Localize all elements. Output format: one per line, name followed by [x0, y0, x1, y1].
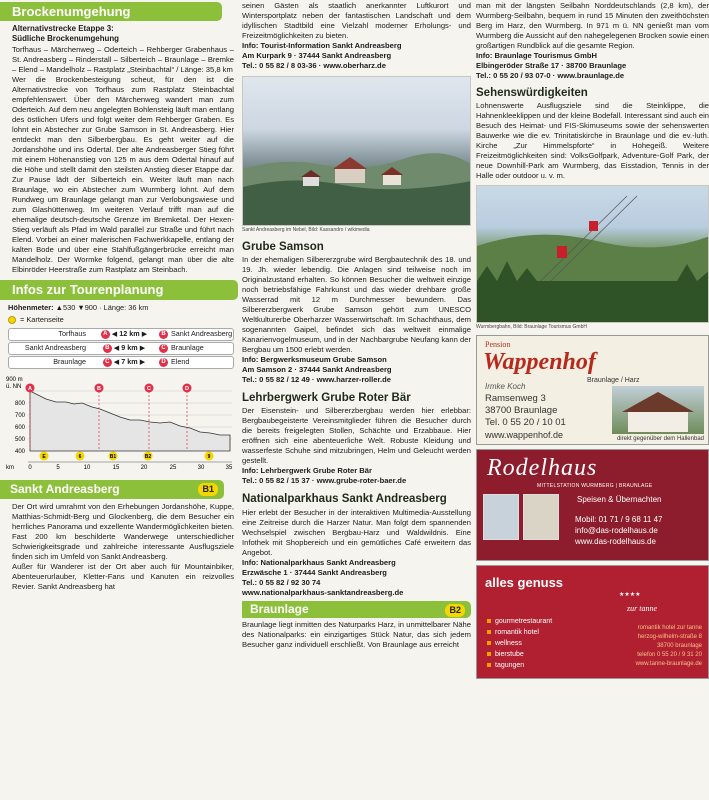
- ad1-pension: Pension: [485, 340, 511, 350]
- marker-label: C: [147, 385, 151, 392]
- route-to: Braunlage: [171, 343, 204, 353]
- braunlage-body: Braunlage liegt inmitten des Naturparks Harz, in unmittelbarer Nähe des Nationalparks: ein einzigartiges Stück Natur, das sich jedem Besucher ganz individuell erschließt. Von Braunlage aus erreicht: [242, 619, 471, 649]
- route-to: Elend: [171, 357, 190, 367]
- route-segment: B ◀ 9 km ▶: [89, 343, 159, 353]
- brocken-section: [0, 24, 238, 275]
- ad3-city: 38700 braunlage: [656, 643, 702, 650]
- profile-unit: ü. NN: [6, 383, 22, 390]
- ad2-mail[interactable]: info@das-rodelhaus.de: [575, 526, 658, 536]
- map-badge: B2: [445, 604, 465, 617]
- roter-body: Der Eisenstein- und Silbererzbergbau werden hier erlebbar: Bergbaubegeisterte Vereinsmitglieder führen die Besucher durch die bereits freigelegten Stollen, Schächte und Erzabbaue. Hier eröffnen sich eine abenteuerliche Welt. Robuste Kleidung und wasserfeste Schuhe sind mitzubringen, Helm und Geleucht werden gestellt.: [242, 406, 471, 466]
- ad3-brand: zur tanne: [627, 604, 657, 614]
- info-line: Info: Nationalparkhaus Sankt Andreasberg: [242, 557, 396, 567]
- ad2-name: Rodelhaus: [487, 455, 598, 482]
- kartenseite-dot-icon: [8, 316, 16, 324]
- heading-nationalparkhaus: Nationalparkhaus Sankt Andreasberg: [242, 493, 447, 506]
- ad-rodelhaus: [476, 449, 709, 561]
- marker-icon: C: [103, 358, 112, 367]
- bullet-icon: [487, 663, 491, 667]
- list-item: gourmetrestaurant: [487, 616, 552, 627]
- marker-icon: B: [159, 330, 168, 339]
- route-to: Sankt Andreasberg: [171, 329, 233, 339]
- x-unit: km: [6, 464, 14, 471]
- house-illustration: [612, 386, 704, 434]
- ad3-tel: telefon 0 55 20 / 9 31 20: [637, 652, 702, 659]
- map-marker-label: E: [42, 453, 46, 460]
- route-row: [8, 328, 234, 341]
- route-segment: A ◀ 12 km ▶: [89, 329, 159, 339]
- marker-icon: A: [101, 330, 110, 339]
- map-marker-label: 6: [78, 453, 82, 460]
- ad1-note: direkt gegenüber dem Hallenbad: [616, 436, 704, 443]
- alt-title: Alternativstrecke Etappe 3:: [12, 24, 114, 33]
- info-line: Info: Lehrbergwerk Grube Roter Bär: [242, 466, 372, 476]
- hoehen-up: ▲530: [55, 303, 76, 313]
- y-tick: 400: [14, 448, 25, 455]
- marker-icon: B: [103, 344, 112, 353]
- route-to-wrap: [159, 357, 233, 367]
- heading-grube-samson: Grube Samson: [242, 240, 324, 253]
- list-item: tagungen: [487, 660, 552, 671]
- ad1-place: Braunlage / Harz: [587, 377, 640, 385]
- ad3-stars-icon: ★★★★: [619, 592, 641, 599]
- marker-icon: C: [159, 344, 168, 353]
- x-tick: 5: [56, 464, 60, 471]
- wurmberg-paragraph: man mit der längsten Seilbahn Norddeutschlands (2,8 km), der Wurmberg-Seilbahn, bequem in rund 15 Minuten den zweithöchsten Berg im Harz, den Wurmberg. In 971 m ü. NN genießt man vom Wurmberg die Aussicht auf den nahegelegenen Brocken sowie einen großartigen Rundblick auf die gesamte Region.: [476, 1, 709, 51]
- alt-subtitle: Südliche Brockenumgehung: [12, 34, 119, 44]
- info-line: Am Samson 2 · 37444 Sankt Andreasberg: [242, 365, 392, 375]
- ad2-food: Speisen & Übernachten: [577, 495, 662, 505]
- ad3-items: [487, 616, 552, 671]
- bullet-icon: [487, 652, 491, 656]
- ad3-street: herzog-wilhelm-straße 8: [637, 634, 702, 641]
- ad3-web[interactable]: www.tanne-braunlage.de: [635, 661, 702, 668]
- route-from: Torfhaus: [58, 329, 86, 339]
- hoehen-down: ▼900: [77, 303, 98, 313]
- route-to-wrap: [159, 329, 233, 339]
- photo-caption: Sankt Andreasberg im Nebel, Bild: Kassandro / wikimedia: [242, 227, 370, 234]
- sa-paragraph: Der Ort wird umrahmt von den Erhebungen Jordanshöhe, Kuppe, Matthias-Schmidt-Berg und Glockenberg, die dem Besucher ein herrliches Panorama und exzellente Wandermöglichkeiten bieten. Fast 200 km beschilderte Wanderwege unterschiedlicher Schwierigkeitsgrade und zahlreiche interessante Ausflugsziele finden sich im Umfeld von Sankt Andreasberg.: [12, 501, 234, 561]
- list-item: wellness: [487, 638, 552, 649]
- route-description: Torfhaus – Märchenweg – Oderteich – Rehberger Grabenhaus – St. Andreasberg – Rinderstall – Silberteich – Braunlage – Bremke – Elend – Mandelholz – Rastplatz „Steinbachtal“ / Länge: 35,8 km: [12, 44, 234, 74]
- info-line: Tel.: 0 55 82 / 15 37 · www.grube-roter-baer.de: [242, 476, 407, 486]
- route-distance: 12 km: [119, 329, 140, 339]
- kartenseite-legend: [0, 313, 238, 327]
- x-tick: 0: [28, 464, 32, 471]
- ad3-hotel: romantik hotel zur tanne: [637, 625, 702, 632]
- ad3-title: alles genuss: [485, 575, 564, 591]
- ad3-contact: [636, 624, 702, 669]
- sehens-body: Lohnenswerte Ausflugsziele sind die Steinklippe, die Hahnenkleeklippen und der kleine Bodefall. Interessant sind auch ein Besuch des Heimat- und FIS-Skimuseums sowie der sehenswerten Bauwerke wie die ev. Trinitatiskirche in Braunlage und die ev.-luth. Kirche „Zur Himmelspforte“ in Hohegeiß. Weitere Freizeitmöglichkeiten sind: VolksGolfpark, Adventure-Golf Park, der neue Downhill-Park am Wurmberg, das Eisstadion, Tennis in der Halle oder outdoor u. v. m.: [476, 101, 709, 181]
- info-line: Info: Tourist-Information Sankt Andreasberg: [242, 41, 402, 51]
- column-right: [476, 0, 709, 800]
- section-title: Sankt Andreasberg: [10, 481, 120, 496]
- ad1-name: Wappenhof: [483, 349, 596, 376]
- y-tick: 700: [14, 412, 25, 419]
- info-line: Tel.: 0 55 20 / 93 07-0 · www.braunlage.de: [476, 71, 625, 81]
- route-from: Sankt Andreasberg: [24, 343, 86, 353]
- route-to-wrap: [159, 343, 233, 353]
- bullet-icon: [487, 619, 491, 623]
- brocken-body: Wer die Brockenbesteigung scheut, für den ist die Alternativstrecke von Torfhaus zum Rastplatz Steinbachtal empfehlenswert. Über den Märchenweg wandert man zum Oderteich. Auf dem neu angelegten Bohlensteig läuft man entlang des östlichen Ufers und folgt weiter dem Rehberger Graben. Es lohnt ein Abstecher zur Grube Samson in St. Andreasberg. Hier entdeckt man den Silberbergbau. Es geht weiter auf die Jordanshöhe und ins Odertal. Der alte Andreasberger Stieg führt mit einem Höhenanstieg von 125 m aus dem Odertal hinauf auf die Höhe und stellt damit den steilsten Anstieg dieser Etappe dar. Zur Pause lädt der Silberteich ein. Weiter läuft man nach Braunlage, wo ein Abstecher zum Wurmberg lohnt. Auf dem Rundweg um Braunlage gelangt man zur Verlobungswiese und zum Glashüttenweg. Im weiteren Verlauf trifft man auf die ehemalige deutsch-deutsche Grenze im Bremketal. Der Hexen-Stieg verläuft als Pfad im Wald parallel zur Straße und führt nach Elend. Vorbei an einer malerischen Fachwerkkapelle, entlang der kalten Bode und über eine Stahlfußgängerbrücke erreicht man Mandelholz. Der Wormke folgend, gelangt man über die alte Elbinröder Heerstraße zum Rastplatz am Steinbach.: [12, 74, 234, 275]
- info-line: Tel.: 0 55 82 / 8 03-36 · www.oberharz.de: [242, 61, 386, 71]
- ad2-photo-2: [523, 494, 559, 540]
- hoehen-info: [0, 300, 238, 313]
- heading-sehenswuerdigkeiten: Sehenswürdigkeiten: [476, 87, 588, 100]
- elevation-profile: [0, 371, 238, 471]
- section-header-tourenplanung: [0, 280, 238, 300]
- marker-label: D: [185, 385, 189, 392]
- samson-body: In der ehemaligen Silbererzgrube wird Bergbautechnik des 18. und 19. Jh. wieder lebendig. Die Anlagen sind teilweise noch im Originalzustand erhalten. So können Besucher die weltweit einzige noch betriebsfähige Fahrkunst und das wieder drehbare große Wasserrad mit 12 m Durchmesser bewundern. Das Silbererzbergwerk Grube Samson gehört zum UNESCO Weltkulturerbe Oberharzer Wasserwirtschaft. Im Schachthaus, dem sogenannten Gaipel, befindet sich das weltweit einmalige Kanarienvogelmuseum, und in der Nachbargrube Neufang kann der Bergbau um 1500 erlebt werden.: [242, 254, 471, 355]
- route-row: [8, 342, 234, 355]
- route-distance: 9 km: [121, 343, 138, 353]
- np-body: Hier erlebt der Besucher in der interaktiven Multimedia-Ausstellung eine Zeitreise durch die Harzer Natur. Man folgt dem spannenden Wechselspiel zwischen Bergbau-Harz und Waldwildnis. Eine Infothek mit Shopbereich und ein gemütliches Café erweitern das Angebot.: [242, 507, 471, 557]
- section-header-braunlage: [242, 601, 471, 618]
- ad2-sub: MITTELSTATION WURMBERG | BRAUNLAGE: [537, 483, 653, 490]
- ad1-house-photo: [612, 386, 704, 434]
- ad2-mobil: Mobil: 01 71 / 9 68 11 47: [575, 515, 663, 525]
- marker-icon: D: [159, 358, 168, 367]
- photo-sankt-andreasberg: [242, 76, 471, 226]
- ad1-tel: Tel. 0 55 20 / 10 01: [485, 417, 566, 429]
- sa-paragraph: Außer für Wanderer ist der Ort aber auch für Mountainbiker, Abenteuerurlauber, Kletter-Fans und Kanuten ein reizvolles Revier. Sankt Andreasberg hat: [12, 561, 234, 591]
- section-header-brockenumgehung: [0, 2, 222, 21]
- info-line: www.nationalparkhaus-sanktandreasberg.de: [242, 587, 404, 597]
- profile-unit: 900 m: [6, 376, 23, 383]
- y-tick: 600: [14, 424, 25, 431]
- map-page-markers: [40, 451, 214, 460]
- marker-label: A: [28, 385, 32, 392]
- list-item: bierstube: [487, 649, 552, 660]
- y-tick: 800: [14, 400, 25, 407]
- info-line: Erzwäsche 1 · 37444 Sankt Andreasberg: [242, 567, 387, 577]
- x-tick: 25: [169, 464, 177, 471]
- intro-paragraph: seinen Gästen als staatlich anerkannter Luftkurort und Wintersportplatz neben der fantastischen Landschaft und dem idyllischen Stadtbild eine Vielzahl moderner Erholungs- und Freizeitmöglichkeiten zu bieten.: [242, 1, 471, 41]
- info-line: Tel.: 0 55 82 / 12 49 · www.harzer-roller.de: [242, 375, 391, 385]
- info-line: Elbingeröder Straße 17 · 38700 Braunlage: [476, 61, 627, 71]
- ad2-photo-1: [483, 494, 519, 540]
- route-distance: 7 km: [121, 357, 138, 367]
- route-from: Braunlage: [53, 357, 86, 367]
- map-badge: B1: [198, 483, 218, 496]
- hoehen-label: Höhenmeter:: [8, 303, 54, 313]
- info-line: Info: Bergwerksmuseum Grube Samson: [242, 355, 387, 365]
- sa-section: [0, 502, 238, 592]
- marker-label: B: [97, 385, 101, 392]
- y-tick: 500: [14, 436, 25, 443]
- bullet-icon: [487, 630, 491, 634]
- x-tick: 10: [83, 464, 91, 471]
- x-tick: 20: [140, 464, 148, 471]
- map-marker-label: 9: [207, 453, 211, 460]
- info-line: Info: Braunlage Tourismus GmbH: [476, 51, 597, 61]
- section-title: Braunlage: [250, 601, 309, 616]
- town-illustration: [243, 77, 471, 226]
- ad1-owner: Irmke Koch: [485, 382, 526, 392]
- route-row: [8, 356, 234, 369]
- info-line: Tel.: 0 55 82 / 92 30 74: [242, 577, 321, 587]
- x-tick: 30: [197, 464, 205, 471]
- column-left: [0, 0, 238, 800]
- intro: [242, 0, 471, 71]
- section-title: Infos zur Tourenplanung: [12, 282, 164, 298]
- ad1-city: 38700 Braunlage: [485, 405, 558, 417]
- ad1-street: Ramsenweg 3: [485, 393, 546, 405]
- column-middle: [242, 0, 471, 800]
- map-marker-label: B1: [109, 453, 117, 460]
- section-header-sankt-andreasberg: [0, 480, 224, 499]
- heading-roter-baer: Lehrbergwerk Grube Roter Bär: [242, 392, 411, 405]
- x-tick: 35: [225, 464, 233, 471]
- profile-area: [30, 391, 230, 451]
- bullet-icon: [487, 641, 491, 645]
- section-title: Brockenumgehung: [12, 4, 131, 19]
- kartenseite-label: = Kartenseite: [20, 314, 64, 324]
- photo-wurmbergbahn: [476, 185, 709, 323]
- route-segment: C ◀ 7 km ▶: [89, 357, 159, 367]
- cable-car-illustration: [477, 186, 709, 323]
- ad-zur-tanne: [476, 565, 709, 679]
- ad-wappenhof: [476, 335, 709, 445]
- info-line: Am Kurpark 9 · 37444 Sankt Andreasberg: [242, 51, 392, 61]
- map-marker-label: B2: [144, 453, 152, 460]
- photo-caption: Wurmbergbahn, Bild: Braunlage Tourismus GmbH: [476, 324, 587, 331]
- route-table: [0, 328, 238, 369]
- x-tick: 15: [112, 464, 120, 471]
- ad1-web[interactable]: www.wappenhof.de: [485, 430, 564, 441]
- ad2-web[interactable]: www.das-rodelhaus.de: [575, 537, 656, 547]
- list-item: romantik hotel: [487, 627, 552, 638]
- laenge: · Länge: 36 km: [99, 303, 149, 313]
